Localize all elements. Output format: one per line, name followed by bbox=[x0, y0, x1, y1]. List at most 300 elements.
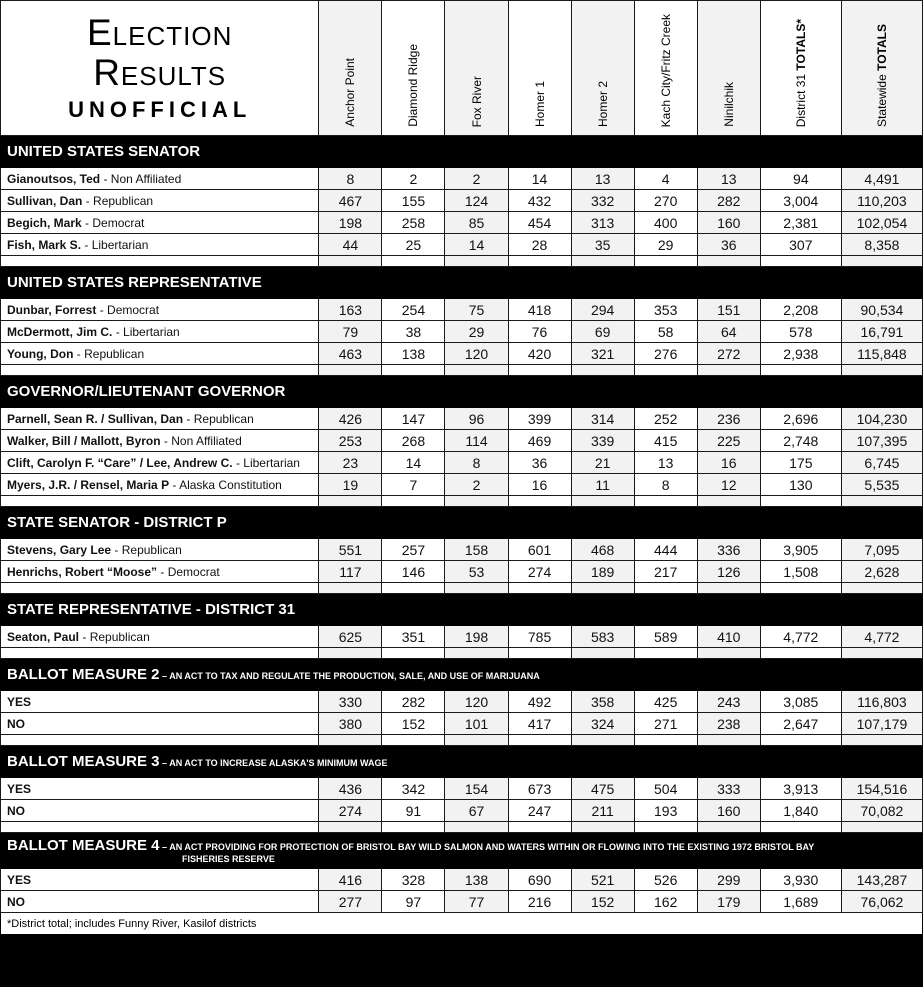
candidate-name: Walker, Bill / Mallott, Byron bbox=[7, 433, 161, 448]
vote-count: 29 bbox=[445, 321, 508, 343]
vote-count: 314 bbox=[571, 408, 634, 430]
spacer-cell bbox=[382, 583, 445, 594]
section-title-text: BALLOT MEASURE 3 bbox=[7, 753, 160, 770]
section-title bbox=[1, 507, 923, 539]
spacer-cell bbox=[697, 365, 760, 376]
vote-count: 3,905 bbox=[760, 539, 841, 561]
vote-count: 583 bbox=[571, 626, 634, 648]
vote-count: 1,840 bbox=[760, 800, 841, 822]
vote-count: 299 bbox=[697, 869, 760, 891]
spacer-cell bbox=[508, 583, 571, 594]
vote-count: 252 bbox=[634, 408, 697, 430]
section-title bbox=[1, 267, 923, 299]
candidate-name: Parnell, Sean R. / Sullivan, Dan bbox=[7, 411, 184, 426]
spacer-cell bbox=[697, 822, 760, 833]
spacer-cell bbox=[634, 648, 697, 659]
column-header: Diamond Ridge bbox=[382, 1, 445, 136]
spacer-cell bbox=[508, 822, 571, 833]
spacer-cell bbox=[571, 648, 634, 659]
vote-count: 162 bbox=[634, 891, 697, 913]
spacer-cell bbox=[1, 365, 319, 376]
vote-count: 12 bbox=[697, 474, 760, 496]
vote-count: 2 bbox=[445, 168, 508, 190]
spacer-cell bbox=[760, 365, 841, 376]
vote-count: 120 bbox=[445, 691, 508, 713]
spacer-cell bbox=[841, 648, 922, 659]
vote-count: 416 bbox=[319, 869, 382, 891]
vote-count: 79 bbox=[319, 321, 382, 343]
vote-count: 521 bbox=[571, 869, 634, 891]
spacer-cell bbox=[382, 822, 445, 833]
spacer-cell bbox=[841, 256, 922, 267]
vote-count: 324 bbox=[571, 713, 634, 735]
spacer-cell bbox=[382, 735, 445, 746]
vote-count: 673 bbox=[508, 778, 571, 800]
spacer-cell bbox=[634, 256, 697, 267]
section-title bbox=[1, 746, 923, 778]
candidate-affiliation: - Democrat bbox=[157, 564, 220, 579]
vote-count: 492 bbox=[508, 691, 571, 713]
candidate-affiliation: - Republican bbox=[79, 629, 150, 644]
candidate-name: Sullivan, Dan bbox=[7, 193, 83, 208]
spacer-row bbox=[1, 365, 923, 376]
spacer-cell bbox=[1, 496, 319, 507]
vote-count: 13 bbox=[571, 168, 634, 190]
vote-count: 104,230 bbox=[841, 408, 922, 430]
vote-count: 124 bbox=[445, 190, 508, 212]
spacer-cell bbox=[382, 496, 445, 507]
section-header bbox=[1, 136, 923, 168]
vote-count: 358 bbox=[571, 691, 634, 713]
vote-count: 96 bbox=[445, 408, 508, 430]
column-header: Homer 1 bbox=[508, 1, 571, 136]
spacer-cell bbox=[760, 583, 841, 594]
candidate-name: Fish, Mark S. bbox=[7, 237, 82, 252]
vote-count: 28 bbox=[508, 234, 571, 256]
candidate-name: Henrichs, Robert “Moose” bbox=[7, 564, 158, 579]
vote-count: 1,689 bbox=[760, 891, 841, 913]
vote-count: 8 bbox=[445, 452, 508, 474]
vote-count: 454 bbox=[508, 212, 571, 234]
vote-count: 410 bbox=[697, 626, 760, 648]
spacer-cell bbox=[571, 256, 634, 267]
spacer-cell bbox=[760, 735, 841, 746]
vote-count: 69 bbox=[571, 321, 634, 343]
vote-count: 253 bbox=[319, 430, 382, 452]
vote-count: 120 bbox=[445, 343, 508, 365]
candidate-cell bbox=[1, 626, 319, 648]
title-line-2: Results bbox=[93, 52, 227, 93]
vote-count: 400 bbox=[634, 212, 697, 234]
section-header bbox=[1, 376, 923, 408]
candidate-cell bbox=[1, 869, 319, 891]
vote-count: 116,803 bbox=[841, 691, 922, 713]
vote-count: 236 bbox=[697, 408, 760, 430]
table-row bbox=[1, 626, 923, 648]
vote-count: 238 bbox=[697, 713, 760, 735]
spacer-cell bbox=[319, 583, 382, 594]
table-row bbox=[1, 713, 923, 735]
spacer-cell bbox=[841, 496, 922, 507]
vote-count: 463 bbox=[319, 343, 382, 365]
vote-count: 29 bbox=[634, 234, 697, 256]
vote-count: 138 bbox=[382, 343, 445, 365]
spacer-cell bbox=[1, 583, 319, 594]
candidate-name: Clift, Carolyn F. “Care” / Lee, Andrew C. bbox=[7, 455, 233, 470]
candidate-affiliation: - Republican bbox=[82, 193, 154, 208]
spacer-row bbox=[1, 496, 923, 507]
vote-count: 160 bbox=[697, 212, 760, 234]
spacer-cell bbox=[697, 583, 760, 594]
spacer-cell bbox=[760, 256, 841, 267]
spacer-cell bbox=[697, 256, 760, 267]
table-row bbox=[1, 474, 923, 496]
candidate-cell bbox=[1, 299, 319, 321]
candidate-affiliation: - Non Affiliated bbox=[160, 433, 242, 448]
vote-count: 152 bbox=[571, 891, 634, 913]
spacer-cell bbox=[445, 648, 508, 659]
vote-count: 415 bbox=[634, 430, 697, 452]
vote-count: 7 bbox=[382, 474, 445, 496]
candidate-cell bbox=[1, 891, 319, 913]
vote-count: 44 bbox=[319, 234, 382, 256]
vote-count: 272 bbox=[697, 343, 760, 365]
vote-count: 332 bbox=[571, 190, 634, 212]
candidate-cell bbox=[1, 539, 319, 561]
vote-count: 243 bbox=[697, 691, 760, 713]
spacer-cell bbox=[319, 365, 382, 376]
section-header bbox=[1, 594, 923, 626]
vote-count: 110,203 bbox=[841, 190, 922, 212]
vote-count: 468 bbox=[571, 539, 634, 561]
spacer-row bbox=[1, 583, 923, 594]
candidate-affiliation: - Libertarian bbox=[81, 237, 149, 252]
spacer-row bbox=[1, 822, 923, 833]
spacer-cell bbox=[634, 583, 697, 594]
vote-count: 8 bbox=[319, 168, 382, 190]
table-row bbox=[1, 539, 923, 561]
section-title-text: STATE REPRESENTATIVE - DISTRICT 31 bbox=[7, 601, 296, 618]
vote-count: 342 bbox=[382, 778, 445, 800]
vote-count: 274 bbox=[508, 561, 571, 583]
spacer-cell bbox=[445, 735, 508, 746]
spacer-cell bbox=[445, 365, 508, 376]
spacer-cell bbox=[697, 648, 760, 659]
vote-count: 432 bbox=[508, 190, 571, 212]
candidate-affiliation: - Libertarian bbox=[112, 324, 180, 339]
spacer-cell bbox=[571, 583, 634, 594]
vote-count: 70,082 bbox=[841, 800, 922, 822]
spacer-cell bbox=[319, 496, 382, 507]
vote-count: 351 bbox=[382, 626, 445, 648]
candidate-cell bbox=[1, 321, 319, 343]
spacer-cell bbox=[445, 496, 508, 507]
vote-count: 151 bbox=[697, 299, 760, 321]
section-title bbox=[1, 659, 923, 691]
candidate-name: Gianoutsos, Ted bbox=[7, 171, 101, 186]
spacer-cell bbox=[1, 822, 319, 833]
candidate-name: Seaton, Paul bbox=[7, 629, 80, 644]
vote-count: 91 bbox=[382, 800, 445, 822]
spacer-row bbox=[1, 735, 923, 746]
spacer-cell bbox=[571, 496, 634, 507]
section-header bbox=[1, 267, 923, 299]
spacer-cell bbox=[382, 256, 445, 267]
vote-count: 380 bbox=[319, 713, 382, 735]
section-title bbox=[1, 833, 923, 869]
table-row bbox=[1, 778, 923, 800]
spacer-cell bbox=[760, 822, 841, 833]
vote-count: 138 bbox=[445, 869, 508, 891]
table-row bbox=[1, 299, 923, 321]
vote-count: 217 bbox=[634, 561, 697, 583]
section-title-text: UNITED STATES REPRESENTATIVE bbox=[7, 274, 262, 291]
vote-count: 16,791 bbox=[841, 321, 922, 343]
footnote-row bbox=[1, 913, 923, 935]
table-row bbox=[1, 168, 923, 190]
section-title bbox=[1, 376, 923, 408]
vote-count: 94 bbox=[760, 168, 841, 190]
vote-count: 8,358 bbox=[841, 234, 922, 256]
vote-count: 601 bbox=[508, 539, 571, 561]
title-subtitle: UNOFFICIAL bbox=[68, 97, 252, 122]
vote-count: 5,535 bbox=[841, 474, 922, 496]
vote-count: 152 bbox=[382, 713, 445, 735]
candidate-affiliation: - Non Affiliated bbox=[100, 171, 182, 186]
vote-count: 418 bbox=[508, 299, 571, 321]
vote-count: 90,534 bbox=[841, 299, 922, 321]
vote-count: 8 bbox=[634, 474, 697, 496]
spacer-cell bbox=[508, 648, 571, 659]
vote-count: 526 bbox=[634, 869, 697, 891]
spacer-cell bbox=[841, 583, 922, 594]
section-subtitle: – AN ACT TO TAX AND REGULATE THE PRODUCTION, SALE, AND USE OF MARIJUANA bbox=[159, 671, 540, 681]
candidate-cell bbox=[1, 561, 319, 583]
section-header bbox=[1, 507, 923, 539]
section-subtitle: – AN ACT TO INCREASE ALASKA'S MINIMUM WAGE bbox=[159, 758, 388, 768]
vote-count: 578 bbox=[760, 321, 841, 343]
spacer-cell bbox=[445, 256, 508, 267]
vote-count: 426 bbox=[319, 408, 382, 430]
spacer-cell bbox=[1, 648, 319, 659]
vote-count: 258 bbox=[382, 212, 445, 234]
section-title-text: GOVERNOR/LIEUTENANT GOVERNOR bbox=[7, 383, 286, 400]
vote-count: 3,004 bbox=[760, 190, 841, 212]
vote-count: 16 bbox=[508, 474, 571, 496]
vote-count: 36 bbox=[697, 234, 760, 256]
vote-count: 13 bbox=[634, 452, 697, 474]
vote-count: 101 bbox=[445, 713, 508, 735]
section-subtitle-continued: FISHERIES RESERVE bbox=[182, 853, 275, 864]
spacer-cell bbox=[634, 365, 697, 376]
spacer-cell bbox=[697, 496, 760, 507]
candidate-cell bbox=[1, 190, 319, 212]
vote-count: 4 bbox=[634, 168, 697, 190]
spacer-row bbox=[1, 648, 923, 659]
candidate-affiliation: - Republican bbox=[183, 411, 254, 426]
vote-count: 21 bbox=[571, 452, 634, 474]
vote-count: 3,913 bbox=[760, 778, 841, 800]
candidate-name: YES bbox=[7, 872, 32, 887]
spacer-cell bbox=[319, 648, 382, 659]
spacer-cell bbox=[697, 735, 760, 746]
vote-count: 147 bbox=[382, 408, 445, 430]
candidate-name: Young, Don bbox=[7, 346, 74, 361]
candidate-name: NO bbox=[7, 803, 25, 818]
vote-count: 274 bbox=[319, 800, 382, 822]
column-header: Kach City/Fritz Creek bbox=[634, 1, 697, 136]
table-row bbox=[1, 234, 923, 256]
vote-count: 126 bbox=[697, 561, 760, 583]
vote-count: 328 bbox=[382, 869, 445, 891]
column-header: Anchor Point bbox=[319, 1, 382, 136]
column-header-statewide-total: Statewide TOTALS bbox=[841, 1, 922, 136]
spacer-cell bbox=[445, 583, 508, 594]
candidate-name: NO bbox=[7, 894, 25, 909]
section-title bbox=[1, 594, 923, 626]
column-header: Homer 2 bbox=[571, 1, 634, 136]
candidate-name: Myers, J.R. / Rensel, Maria P bbox=[7, 477, 170, 492]
vote-count: 97 bbox=[382, 891, 445, 913]
candidate-cell bbox=[1, 168, 319, 190]
vote-count: 7,095 bbox=[841, 539, 922, 561]
section-subtitle: – AN ACT PROVIDING FOR PROTECTION OF BRISTOL BAY WILD SALMON AND WATERS WITHIN OR FLOWING INTO THE EXISTING 1972 BRISTOL BAY bbox=[159, 841, 815, 852]
spacer-cell bbox=[445, 822, 508, 833]
spacer-cell bbox=[508, 365, 571, 376]
spacer-cell bbox=[634, 496, 697, 507]
section-header bbox=[1, 833, 923, 869]
vote-count: 35 bbox=[571, 234, 634, 256]
vote-count: 444 bbox=[634, 539, 697, 561]
spacer-cell bbox=[841, 822, 922, 833]
candidate-cell bbox=[1, 800, 319, 822]
vote-count: 14 bbox=[382, 452, 445, 474]
vote-count: 198 bbox=[445, 626, 508, 648]
vote-count: 2 bbox=[445, 474, 508, 496]
column-header-district-total: District 31 TOTALS* bbox=[760, 1, 841, 136]
spacer-cell bbox=[571, 822, 634, 833]
vote-count: 36 bbox=[508, 452, 571, 474]
vote-count: 16 bbox=[697, 452, 760, 474]
table-row bbox=[1, 800, 923, 822]
candidate-affiliation: - Republican bbox=[73, 346, 145, 361]
vote-count: 313 bbox=[571, 212, 634, 234]
spacer-cell bbox=[319, 822, 382, 833]
vote-count: 2,696 bbox=[760, 408, 841, 430]
vote-count: 277 bbox=[319, 891, 382, 913]
candidate-cell bbox=[1, 452, 319, 474]
vote-count: 785 bbox=[508, 626, 571, 648]
vote-count: 625 bbox=[319, 626, 382, 648]
column-header: Fox River bbox=[445, 1, 508, 136]
vote-count: 76 bbox=[508, 321, 571, 343]
section-title-text: BALLOT MEASURE 2 bbox=[7, 666, 160, 683]
spacer-cell bbox=[841, 365, 922, 376]
spacer-cell bbox=[508, 256, 571, 267]
vote-count: 268 bbox=[382, 430, 445, 452]
spacer-cell bbox=[760, 496, 841, 507]
vote-count: 282 bbox=[697, 190, 760, 212]
vote-count: 225 bbox=[697, 430, 760, 452]
vote-count: 107,395 bbox=[841, 430, 922, 452]
vote-count: 333 bbox=[697, 778, 760, 800]
section-title bbox=[1, 136, 923, 168]
header-row bbox=[1, 1, 923, 136]
table-row bbox=[1, 321, 923, 343]
table-row bbox=[1, 691, 923, 713]
candidate-affiliation: - Republican bbox=[111, 542, 182, 557]
table-row bbox=[1, 190, 923, 212]
candidate-name: Stevens, Gary Lee bbox=[7, 542, 112, 557]
vote-count: 1,508 bbox=[760, 561, 841, 583]
vote-count: 77 bbox=[445, 891, 508, 913]
vote-count: 115,848 bbox=[841, 343, 922, 365]
vote-count: 504 bbox=[634, 778, 697, 800]
vote-count: 14 bbox=[445, 234, 508, 256]
candidate-name: NO bbox=[7, 716, 25, 731]
vote-count: 154 bbox=[445, 778, 508, 800]
candidate-cell bbox=[1, 691, 319, 713]
vote-count: 294 bbox=[571, 299, 634, 321]
vote-count: 2,208 bbox=[760, 299, 841, 321]
candidate-cell bbox=[1, 234, 319, 256]
spacer-cell bbox=[382, 365, 445, 376]
vote-count: 551 bbox=[319, 539, 382, 561]
vote-count: 690 bbox=[508, 869, 571, 891]
vote-count: 2,628 bbox=[841, 561, 922, 583]
candidate-name: Begich, Mark bbox=[7, 215, 82, 230]
vote-count: 154,516 bbox=[841, 778, 922, 800]
vote-count: 130 bbox=[760, 474, 841, 496]
vote-count: 467 bbox=[319, 190, 382, 212]
vote-count: 336 bbox=[697, 539, 760, 561]
table-row bbox=[1, 452, 923, 474]
candidate-cell bbox=[1, 343, 319, 365]
spacer-cell bbox=[634, 822, 697, 833]
vote-count: 25 bbox=[382, 234, 445, 256]
vote-count: 3,085 bbox=[760, 691, 841, 713]
spacer-cell bbox=[571, 365, 634, 376]
spacer-cell bbox=[1, 735, 319, 746]
section-title-text: UNITED STATES SENATOR bbox=[7, 143, 201, 160]
vote-count: 420 bbox=[508, 343, 571, 365]
section-header bbox=[1, 659, 923, 691]
vote-count: 76,062 bbox=[841, 891, 922, 913]
spacer-cell bbox=[382, 648, 445, 659]
vote-count: 589 bbox=[634, 626, 697, 648]
vote-count: 4,772 bbox=[760, 626, 841, 648]
vote-count: 211 bbox=[571, 800, 634, 822]
title-line-1: Election bbox=[86, 12, 233, 53]
vote-count: 436 bbox=[319, 778, 382, 800]
vote-count: 270 bbox=[634, 190, 697, 212]
candidate-affiliation: - Democrat bbox=[96, 302, 160, 317]
vote-count: 38 bbox=[382, 321, 445, 343]
vote-count: 11 bbox=[571, 474, 634, 496]
vote-count: 53 bbox=[445, 561, 508, 583]
spacer-cell bbox=[571, 735, 634, 746]
vote-count: 276 bbox=[634, 343, 697, 365]
candidate-cell bbox=[1, 212, 319, 234]
vote-count: 198 bbox=[319, 212, 382, 234]
vote-count: 330 bbox=[319, 691, 382, 713]
vote-count: 4,491 bbox=[841, 168, 922, 190]
spacer-cell bbox=[1, 256, 319, 267]
spacer-row bbox=[1, 256, 923, 267]
table-row bbox=[1, 343, 923, 365]
spacer-cell bbox=[319, 735, 382, 746]
vote-count: 13 bbox=[697, 168, 760, 190]
